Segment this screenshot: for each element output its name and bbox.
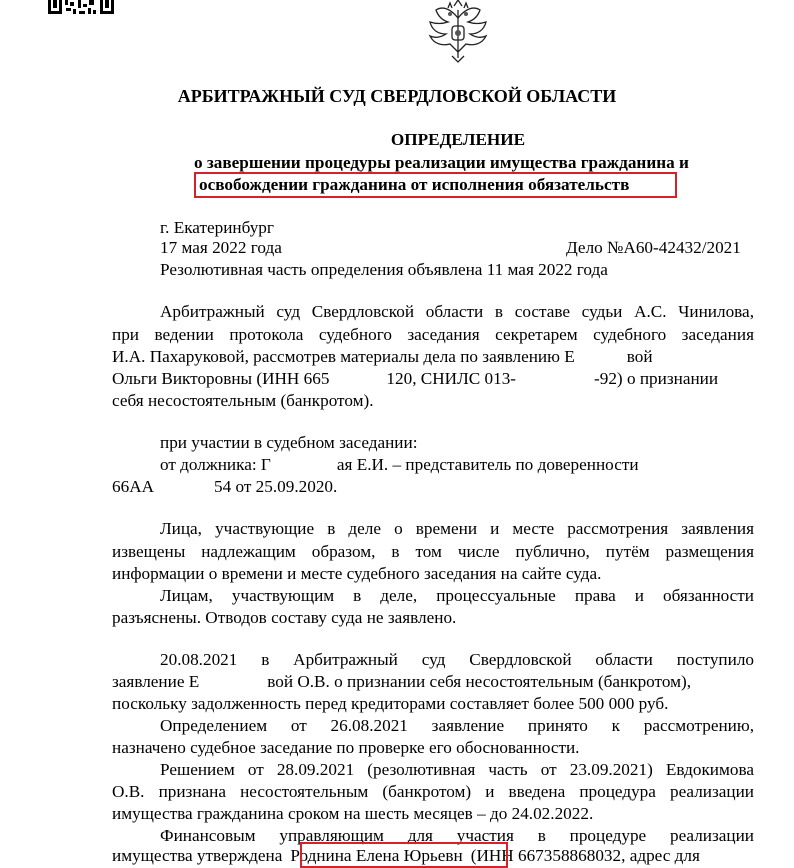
intro-line5: себя несостоятельным (банкротом). xyxy=(112,391,374,410)
body-p1-line2: заявление Е вой О.В. о признании себя несостоятельным (банкротом), xyxy=(112,672,691,691)
notice-line3: информации о времени и месте судебного заседания на сайте суда. xyxy=(112,564,602,583)
document-subject-line1: о завершении процедуры реализации имущества гражданина и xyxy=(194,153,689,172)
intro-line2: при ведении протокола судебного заседания секретарем судебного заседания xyxy=(112,325,754,344)
notice-line1: Лица, участвующие в деле о времени и месте рассмотрения заявления xyxy=(160,519,754,538)
document-subject-line2: освобождении гражданина от исполнения обязательств xyxy=(199,175,630,194)
qr-code-icon xyxy=(48,0,114,14)
city: г. Екатеринбург xyxy=(160,218,274,237)
participants-heading: при участии в судебном заседании: xyxy=(160,433,418,452)
body-p3-line2: О.В. признана несостоятельным (банкротом) и введена процедура реализации xyxy=(112,782,754,801)
body-p4-line1: Финансовым управляющим для участия в процедуре реализации xyxy=(160,826,754,845)
intro-line1: Арбитражный суд Свердловской области в составе судьи А.С. Чинилова, xyxy=(160,302,754,321)
body-p4-line2: имущества утверждена Роднина Елена Юрьевн (ИНН 667358868032, адрес для xyxy=(112,846,700,865)
resolution-note: Резолютивная часть определения объявлена 11 мая 2022 года xyxy=(160,260,608,279)
body-p1-line1: 20.08.2021 в Арбитражный суд Свердловской области поступило xyxy=(160,650,754,669)
court-name: АРБИТРАЖНЫЙ СУД СВЕРДЛОВСКОЙ ОБЛАСТИ xyxy=(177,86,617,106)
body-p2-line2: назначено судебное заседание по проверке его обоснованности. xyxy=(112,738,580,757)
document-type: ОПРЕДЕЛЕНИЕ xyxy=(390,130,526,149)
participants-proxy-line: 66АА 54 от 25.09.2020. xyxy=(112,477,338,496)
notice-line4: Лицам, участвующим в деле, процессуальные права и обязанности xyxy=(160,586,754,605)
body-p1-line3: поскольку задолженность перед кредиторами составляет более 500 000 руб. xyxy=(112,694,669,713)
intro-line4: Ольги Викторовны (ИНН 665 120, СНИЛС 013- -92) о признании xyxy=(112,369,719,388)
manager-name-highlight-box xyxy=(300,842,508,868)
document-date: 17 мая 2022 года xyxy=(160,238,282,257)
notice-line2: извещены надлежащим образом, в том числе публично, путём размещения xyxy=(112,542,754,561)
subject-highlight-box xyxy=(194,172,677,198)
manager-name: Роднина Елена Юрьевн xyxy=(290,846,463,865)
notice-line5: разъяснены. Отводов составу суда не заявлено. xyxy=(112,608,457,627)
body-p3-line3: имущества гражданина сроком на шесть месяцев – до 24.02.2022. xyxy=(112,804,594,823)
coat-of-arms-icon xyxy=(424,0,492,64)
body-p2-line1: Определением от 26.08.2021 заявление принято к рассмотрению, xyxy=(160,716,754,735)
intro-line3: И.А. Пахаруковой, рассмотрев материалы дела по заявлению Е вой xyxy=(112,347,653,366)
body-p3-line1: Решением от 28.09.2021 (резолютивная часть от 23.09.2021) Евдокимова xyxy=(160,760,754,779)
case-number: Дело №А60-42432/2021 xyxy=(566,238,741,257)
participants-debtor-line: от должника: Г ая Е.И. – представитель по доверенности xyxy=(160,455,639,474)
